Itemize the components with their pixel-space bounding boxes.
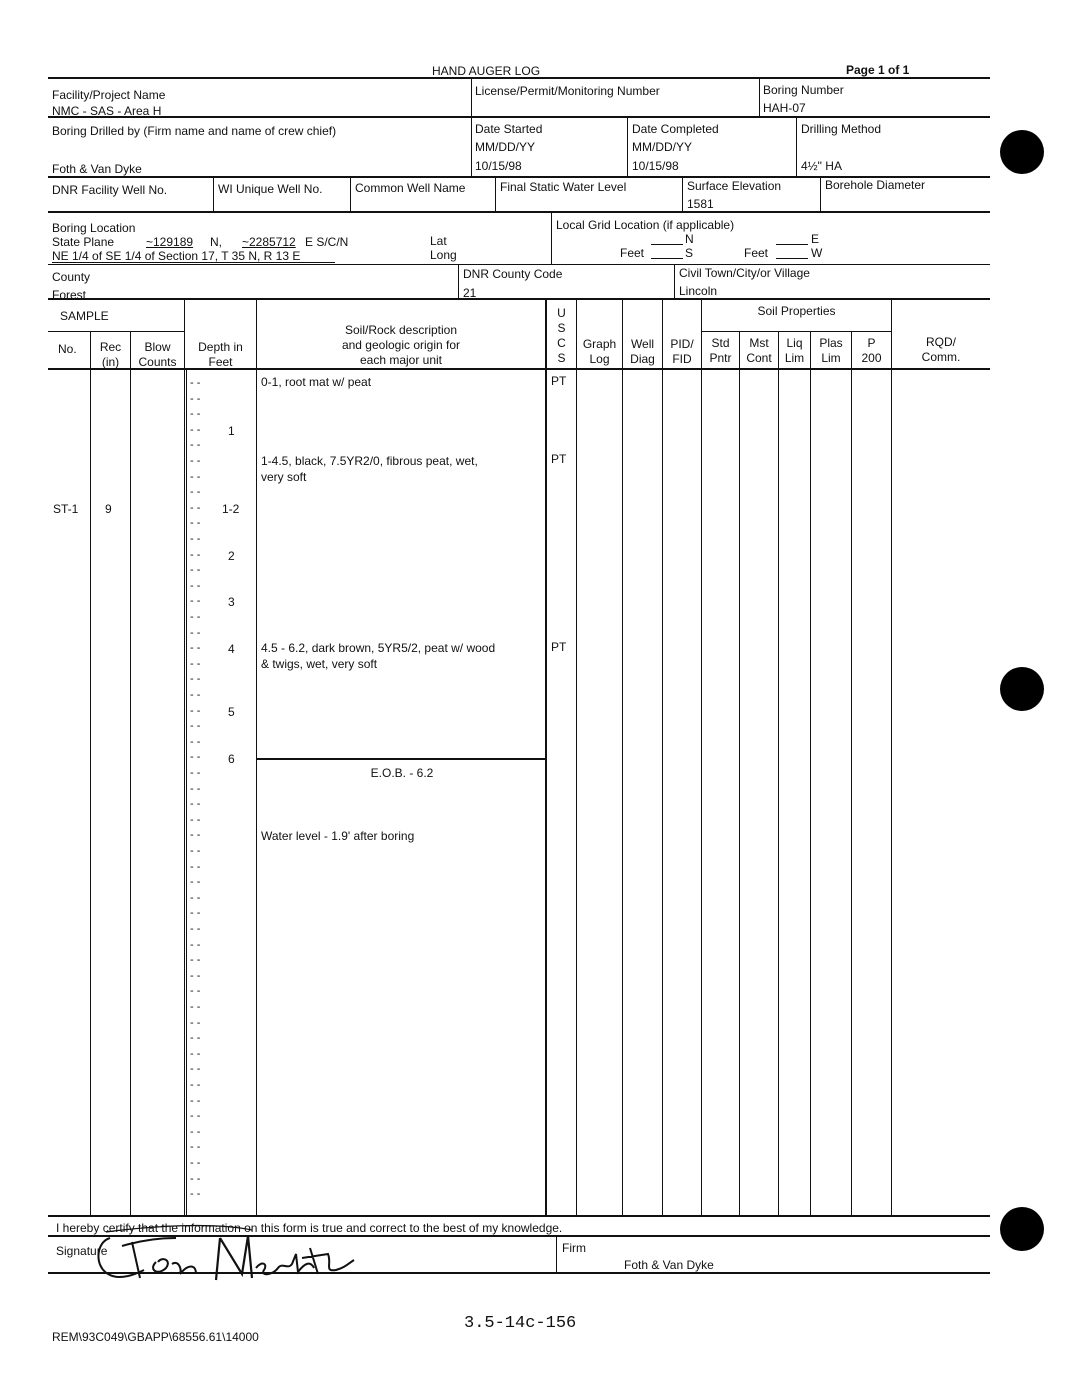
v-graph [622,300,623,1215]
unit-2-desc-cont: very soft [261,470,307,484]
date-started-value: 10/15/98 [475,159,522,173]
firm-value: Foth & Van Dyke [624,1258,714,1272]
depth-tick: - - [190,861,201,873]
firm-label: Firm [562,1241,586,1255]
file-path: REM\93C049\GBAPP\68556.61\14000 [52,1330,259,1344]
depth-tick: - - [190,595,201,607]
v-desc [545,300,547,1215]
grid-feet-2: Feet [744,246,769,260]
depth-tick: - - [190,1126,201,1138]
col-p: P [867,336,876,350]
col-liq-lim: Lim [784,351,805,365]
unit-3-desc-cont: & twigs, wet, very soft [261,657,378,671]
rule-sample-sub [48,331,184,332]
col-liq: Liq [786,336,803,350]
v-blow-2 [186,369,187,1215]
date-completed-format: MM/DD/YY [632,140,692,154]
v-method [796,117,797,176]
col-soil-properties: Soil Properties [757,304,836,318]
depth-tick: - - [190,1048,201,1060]
depth-tick: - - [190,689,201,701]
depth-tick: - - [190,829,201,841]
col-sample: SAMPLE [60,309,109,323]
depth-tick: - - [190,455,201,467]
v-license [471,78,472,176]
legal-description: NE 1/4 of SE 1/4 of Section 17, T 35 N, R 13 E [52,249,301,263]
v-static [495,177,496,211]
uscs-unit-3: PT [551,640,567,654]
v-blow [184,300,185,1215]
grid-feet-1: Feet [620,246,645,260]
eob-rule [257,758,545,760]
drilling-method-value: 4½" HA [801,159,842,173]
v-datecomp [627,117,628,176]
borehole-diam-label: Borehole Diameter [825,178,926,192]
depth-tick: - - [190,1001,201,1013]
long-label: Long [430,248,457,262]
depth-tick: - - [190,923,201,935]
date-completed-value: 10/15/98 [632,159,679,173]
depth-tick: - - [190,502,201,514]
v-wi [213,177,214,211]
col-rec-unit: (in) [101,355,120,369]
col-mst: Mst [749,336,769,350]
v-no [90,332,91,1215]
dnr-well-label: DNR Facility Well No. [52,183,168,197]
v-surface [682,177,683,211]
rule-soil-sub [701,331,891,332]
depth-tick: - - [190,814,201,826]
depth-tick: - - [190,845,201,857]
depth-label-2: 2 [228,549,235,563]
depth-tick: - - [190,486,201,498]
civil-town-value: Lincoln [679,284,718,298]
grid-s-blank [651,258,683,259]
surface-elev-label: Surface Elevation [687,179,782,193]
unit-1-desc: 0-1, root mat w/ peat [261,375,372,389]
unit-2-desc: 1-4.5, black, 7.5YR2/0, fibrous peat, wet, [261,454,478,468]
col-pid-fid: FID [672,352,692,366]
depth-tick: - - [190,673,201,685]
grid-e: E [811,232,820,246]
end-of-boring: E.O.B. - 6.2 [370,766,434,780]
depth-tick: - - [190,1032,201,1044]
v-boring [759,78,760,116]
col-depth-feet: Feet [208,355,233,369]
v-county [458,265,459,298]
rule-1 [48,116,990,118]
signature-label: Signature [56,1244,108,1258]
col-mst-cont: Cont [746,351,772,365]
grid-n-blank [651,244,683,245]
depth-tick: - - [190,1173,201,1185]
col-rqd: RQD/ [926,335,956,349]
depth-tick: - - [190,393,201,405]
static-water-label: Final Static Water Level [500,180,627,194]
v-std [739,332,740,1215]
col-well-diag: Diag [630,352,655,366]
depth-tick: - - [190,720,201,732]
col-std: Std [711,336,730,350]
v-common [350,177,351,211]
state-plane-n-suffix: N, [210,235,222,249]
punch-hole-bottom [1000,1207,1044,1251]
depth-tick: - - [190,564,201,576]
depth-tick: - - [190,1188,201,1200]
drilled-by-label: Boring Drilled by (Firm name and name of crew chief) [52,124,337,138]
depth-tick: - - [190,424,201,436]
grid-n: N [685,232,694,246]
col-desc-2: and geologic origin for [341,338,461,352]
sample-rec: 9 [105,502,112,516]
grid-s: S [685,246,694,260]
rule-4 [48,264,990,265]
depth-tick: - - [190,642,201,654]
col-uscs-u: U [557,306,566,320]
col-desc-1: Soil/Rock description [344,323,458,337]
dnr-county-label: DNR County Code [463,267,563,281]
state-plane-e: ~2285712 [242,235,296,249]
depth-tick: - - [190,439,201,451]
surface-elev-value: 1581 [687,197,714,211]
county-label: County [52,270,91,284]
col-plas: Plas [819,336,843,350]
dnr-county-value: 21 [463,286,477,300]
col-rqd-comm: Comm. [921,350,961,364]
facility-label: Facility/Project Name [52,88,166,102]
state-plane-e-suffix: E S/C/N [305,235,349,249]
common-well-label: Common Well Name [355,181,466,195]
water-level-note: Water level - 1.9' after boring [261,829,415,843]
v-firm [556,1236,557,1272]
depth-tick: - - [190,892,201,904]
depth-label-3: 3 [228,595,235,609]
depth-tick: - - [190,549,201,561]
rule-3 [48,211,990,213]
depth-label-1-2: 1-2 [222,502,240,516]
depth-tick: - - [190,1017,201,1029]
depth-tick: - - [190,783,201,795]
rule-table-bottom [48,1215,990,1217]
date-started-format: MM/DD/YY [475,140,535,154]
v-town [674,265,675,298]
drilling-method-label: Drilling Method [801,122,882,136]
depth-tick: - - [190,876,201,888]
depth-tick: - - [190,1141,201,1153]
depth-tick: - - [190,970,201,982]
v-p200 [891,300,892,1215]
uscs-unit-1: PT [551,374,567,388]
depth-tick: - - [190,627,201,639]
v-uscs [576,300,577,1215]
rule-top [48,77,990,79]
boring-number-value: HAH-07 [763,101,806,115]
col-well: Well [630,337,655,351]
depth-tick: - - [190,1063,201,1075]
handwritten-signature [92,1224,382,1288]
depth-label-1: 1 [228,424,235,438]
col-uscs-c: C [557,336,566,350]
col-depth: Depth in [198,340,243,354]
col-rec: Rec [99,340,122,354]
license-label: License/Permit/Monitoring Number [475,84,660,98]
form-title: HAND AUGER LOG [432,64,541,78]
depth-tick: - - [190,611,201,623]
depth-tick: - - [190,471,201,483]
punch-hole-middle [1000,667,1044,711]
date-completed-label: Date Completed [632,122,719,136]
col-std-pntr: Pntr [709,351,732,365]
grid-w: W [811,246,823,260]
depth-tick: - - [190,517,201,529]
depth-tick: - - [190,736,201,748]
uscs-unit-2: PT [551,452,567,466]
lat-label: Lat [430,234,447,248]
v-pid [701,300,702,1215]
depth-tick: - - [190,767,201,779]
depth-tick: - - [190,705,201,717]
depth-tick: - - [190,1157,201,1169]
col-pid: PID/ [670,337,694,351]
col-desc-3: each major unit [359,353,443,367]
depth-tick: - - [190,751,201,763]
depth-tick: - - [190,377,201,389]
col-no: No. [58,342,77,356]
v-grid [551,212,552,264]
depth-tick: - - [190,580,201,592]
depth-tick: - - [190,533,201,545]
state-plane-n: ~129189 [146,235,194,249]
certify-statement: I hereby certify that the information on this form is true and correct to the best of my knowledge. [56,1221,563,1235]
legal-underline [52,262,335,263]
grid-e-blank [776,244,808,245]
page-number: Page 1 of 1 [846,63,910,77]
depth-label-6: 6 [228,752,235,766]
v-rec [130,332,131,1215]
col-uscs-s2: S [557,351,566,365]
col-blow-counts: Counts [138,355,177,369]
depth-tick: - - [190,1110,201,1122]
v-plas [851,332,852,1215]
civil-town-label: Civil Town/City/or Village [679,266,810,280]
wi-unique-label: WI Unique Well No. [218,182,323,196]
depth-tick: - - [190,1079,201,1091]
facility-value: NMC - SAS - Area H [52,104,162,118]
col-uscs-s1: S [557,321,566,335]
v-liq [810,332,811,1215]
sample-no: ST-1 [53,502,79,516]
col-plas-lim: Lim [821,351,841,365]
v-well [662,300,663,1215]
depth-tick: - - [190,658,201,670]
depth-tick: - - [190,939,201,951]
unit-3-desc: 4.5 - 6.2, dark brown, 5YR5/2, peat w/ wood [261,641,496,655]
local-grid-label: Local Grid Location (if applicable) [556,218,735,232]
boring-location-label: Boring Location [52,221,136,235]
date-started-label: Date Started [475,122,543,136]
v-mst [778,332,779,1215]
depth-tick: - - [190,1095,201,1107]
punch-hole-top [1000,130,1044,174]
rule-5 [48,298,990,300]
grid-w-blank [776,258,808,259]
document-number: 3.5-14c-156 [464,1314,577,1333]
county-value: Forest [52,288,87,302]
depth-tick: - - [190,798,201,810]
col-p-200: 200 [861,351,882,365]
depth-tick: - - [190,408,201,420]
v-bore [820,177,821,211]
depth-tick: - - [190,907,201,919]
depth-tick: - - [190,954,201,966]
col-graph-log: Log [589,352,610,366]
state-plane-label: State Plane [52,235,115,249]
drilled-by-value: Foth & Van Dyke [52,162,142,176]
depth-label-4: 4 [228,642,235,656]
col-blow: Blow [144,340,171,354]
depth-tick: - - [190,985,201,997]
col-graph: Graph [582,337,617,351]
boring-number-label: Boring Number [763,83,844,97]
depth-label-5: 5 [228,705,235,719]
